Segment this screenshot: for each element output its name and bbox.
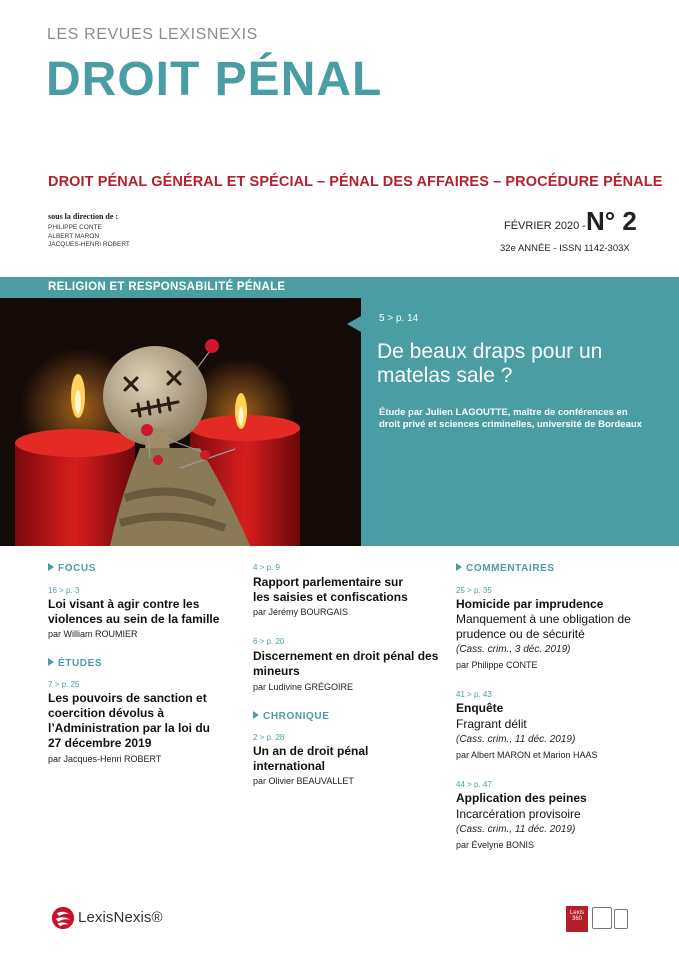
triangle-icon (456, 563, 462, 571)
article-author: par Philippe CONTE (456, 660, 538, 670)
article-author: par Jacques-Henri ROBERT (48, 754, 162, 764)
tablet-icon (592, 907, 612, 929)
article-ref: 4 > p. 9 (253, 563, 280, 572)
feature-notch (347, 316, 361, 332)
editor-name: PHILIPPE CONTE (48, 224, 102, 231)
article-ref: 2 > p. 28 (253, 733, 285, 742)
article-author: par Évelyne BONIS (456, 840, 535, 850)
section-heading: ÉTUDES (58, 658, 103, 669)
triangle-icon (253, 711, 259, 719)
journal-title: DROIT PÉNAL (46, 53, 383, 106)
section-heading: FOCUS (58, 563, 96, 574)
feature-author: Étude par Julien LAGOUTTE, maître de conférences en droit privé et sciences criminelles, université de Bordeaux (379, 407, 642, 430)
article-ref: 44 > p. 47 (456, 780, 492, 789)
article-author: par Olivier BEAUVALLET (253, 776, 354, 786)
article-title[interactable]: Discernement en droit pénal des mineurs (253, 649, 439, 678)
article-title[interactable]: Les pouvoirs de sanction et coercition dévolus à l’Administration par la loi du 27 décembre 2019 (48, 691, 211, 750)
article-title[interactable]: Homicide par imprudence (456, 597, 604, 611)
article-author: par Jérémy BOURGAIS (253, 607, 349, 617)
article-ref: 25 > p. 35 (456, 586, 492, 595)
article-title[interactable]: Rapport parlementaire sur les saisies et confiscations (253, 575, 408, 604)
feature-panel-top (361, 277, 679, 298)
issue-date: FÉVRIER 2020 - (504, 220, 586, 232)
series-name: LES REVUES LEXISNEXIS (47, 26, 258, 43)
case-reference: (Cass. crim., 11 déc. 2019) (456, 824, 576, 835)
article-ref: 6 > p. 20 (253, 637, 285, 646)
section-heading: CHRONIQUE (263, 711, 330, 722)
section-heading: COMMENTAIRES (466, 563, 555, 574)
article-title[interactable]: Loi visant à agir contre les violences au sein de la famille (48, 597, 220, 626)
feature-ref: 5 > p. 14 (379, 313, 419, 324)
section-chronique (253, 711, 330, 722)
case-reference: (Cass. crim., 3 déc. 2019) (456, 644, 571, 655)
article-ref: 41 > p. 43 (456, 690, 492, 699)
feature-title[interactable]: De beaux draps pour un matelas sale ? (377, 340, 603, 387)
editors-list (48, 224, 130, 250)
issue-meta: 32e ANNÉE - ISSN 1142-303X (500, 243, 630, 254)
triangle-icon (48, 563, 54, 571)
triangle-icon (48, 658, 54, 666)
article-subtitle: Manquement à une obligation de prudence ou de sécurité (456, 612, 631, 641)
phone-icon (614, 909, 628, 929)
article-author: par William ROUMIER (48, 629, 138, 639)
journal-subtitle: DROIT PÉNAL GÉNÉRAL ET SPÉCIAL – PÉNAL DES AFFAIRES – PROCÉDURE PÉNALE (48, 174, 663, 190)
case-reference: (Cass. crim., 11 déc. 2019) (456, 734, 576, 745)
article-ref: 16 > p. 3 (48, 586, 80, 595)
section-commentaires (456, 563, 555, 574)
publisher-name: LexisNexis® (78, 909, 163, 926)
section-focus (48, 563, 96, 574)
article-subtitle: Fragrant délit (456, 717, 527, 731)
article-author: par Albert MARON et Marion HAAS (456, 750, 598, 760)
article-title[interactable]: Application des peines (456, 791, 587, 805)
article-author: par Ludivine GRÉGOIRE (253, 682, 354, 692)
editor-name: JACQUES-HENRI ROBERT (48, 241, 130, 248)
feature-banner: RELIGION ET RESPONSABILITÉ PÉNALE (0, 277, 361, 298)
article-title[interactable]: Un an de droit pénal international (253, 744, 369, 773)
lexisnexis-logo-icon (50, 906, 76, 930)
direction-label: sous la direction de : (48, 212, 119, 221)
section-etudes (48, 658, 102, 669)
issue-number: N° 2 (586, 206, 637, 236)
article-subtitle: Incarcération provisoire (456, 807, 581, 821)
article-title[interactable]: Enquête (456, 701, 504, 715)
article-ref: 7 > p. 25 (48, 680, 80, 689)
lexis360-badge: Lexis 360 (566, 906, 588, 932)
editor-name: ALBERT MARON (48, 232, 100, 240)
voodoo-doll-candles-image (0, 298, 361, 546)
cover-photo (0, 298, 361, 546)
